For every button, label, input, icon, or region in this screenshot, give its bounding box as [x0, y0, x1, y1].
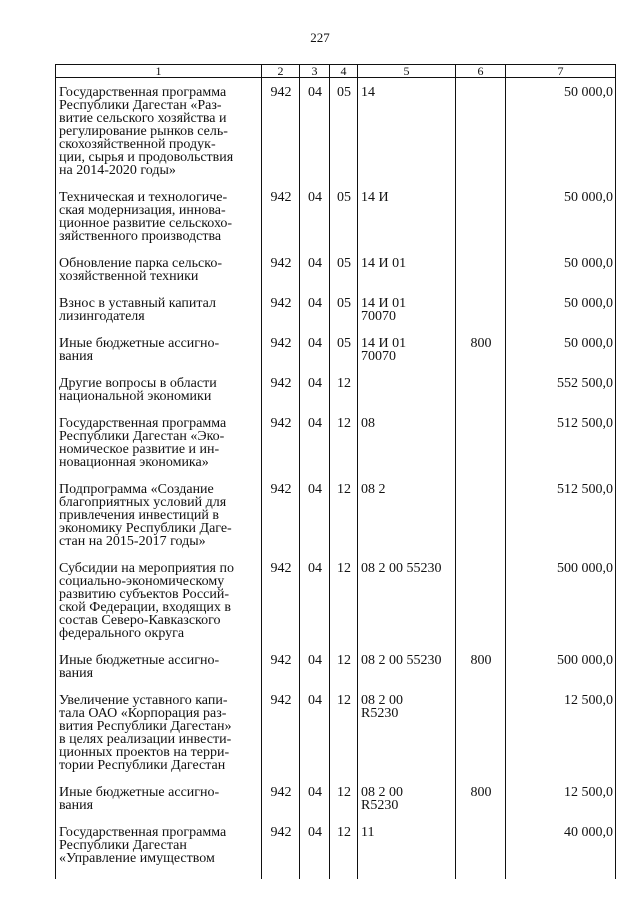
- row-name-text: Иные бюджетные ассигно- вания: [59, 336, 220, 364]
- row-code-2: 942: [262, 654, 300, 694]
- row-name: [56, 297, 262, 337]
- table-row: [56, 257, 616, 297]
- row-amount: 552 500,0: [506, 377, 616, 417]
- table-row: [56, 786, 616, 826]
- row-name: [56, 191, 262, 257]
- row-code-2: 942: [262, 191, 300, 257]
- row-code-3: 04: [300, 191, 330, 257]
- row-amount: 50 000,0: [506, 78, 616, 192]
- row-name: [56, 786, 262, 826]
- table-row: [56, 483, 616, 562]
- row-code-3: 04: [300, 654, 330, 694]
- row-name-text: Подпрограмма «Создание благоприятных условий для привлечения инвестиций в экономику Республики Даге- стан на 2015-2017 годы»: [59, 482, 232, 549]
- row-name: [56, 377, 262, 417]
- row-code-4: 05: [330, 191, 358, 257]
- row-amount: 500 000,0: [506, 654, 616, 694]
- row-code-6: 800: [456, 337, 506, 377]
- row-code-5: [358, 377, 456, 417]
- row-code-2: 942: [262, 78, 300, 192]
- budget-table: [55, 64, 616, 879]
- row-amount: 12 500,0: [506, 694, 616, 786]
- header-col-3: 3: [300, 65, 330, 78]
- row-amount: 50 000,0: [506, 191, 616, 257]
- row-code-6: [456, 257, 506, 297]
- row-name: [56, 257, 262, 297]
- row-amount: 500 000,0: [506, 562, 616, 654]
- row-code-5: 08: [358, 417, 456, 483]
- row-code-6: [456, 78, 506, 192]
- row-code-2: 942: [262, 377, 300, 417]
- row-code-2: 942: [262, 826, 300, 879]
- row-code-5: 08 2 00 R5230: [358, 694, 456, 786]
- row-code-5: 08 2 00 55230: [358, 654, 456, 694]
- row-code-3: 04: [300, 78, 330, 192]
- row-code-5: 08 2 00 55230: [358, 562, 456, 654]
- row-code-3: 04: [300, 786, 330, 826]
- table-row: [56, 826, 616, 879]
- row-code-5: 11: [358, 826, 456, 879]
- row-code-4: 12: [330, 826, 358, 879]
- table-row: [56, 78, 616, 192]
- row-code-3: 04: [300, 562, 330, 654]
- header-col-7: 7: [506, 65, 616, 78]
- row-code-2: 942: [262, 694, 300, 786]
- row-code-4: 05: [330, 78, 358, 192]
- row-code-2: 942: [262, 786, 300, 826]
- row-name-text: Иные бюджетные ассигно- вания: [59, 653, 220, 681]
- row-amount: 50 000,0: [506, 337, 616, 377]
- row-code-4: 05: [330, 297, 358, 337]
- row-code-2: 942: [262, 417, 300, 483]
- row-name: [56, 654, 262, 694]
- table-row: [56, 654, 616, 694]
- row-code-6: [456, 297, 506, 337]
- row-code-4: 05: [330, 337, 358, 377]
- row-code-4: 05: [330, 257, 358, 297]
- row-code-6: [456, 377, 506, 417]
- row-code-3: 04: [300, 297, 330, 337]
- row-code-4: 12: [330, 417, 358, 483]
- row-code-4: 12: [330, 562, 358, 654]
- row-amount: 50 000,0: [506, 297, 616, 337]
- header-col-6: 6: [456, 65, 506, 78]
- row-code-6: 800: [456, 654, 506, 694]
- row-name: [56, 78, 262, 192]
- row-code-3: 04: [300, 417, 330, 483]
- row-code-4: 12: [330, 377, 358, 417]
- row-code-3: 04: [300, 257, 330, 297]
- row-name-text: Взнос в уставный капитал лизингодателя: [59, 296, 216, 324]
- table-row: [56, 417, 616, 483]
- row-code-4: 12: [330, 654, 358, 694]
- row-name-text: Государственная программа Республики Дагестан «Эко- номическое развитие и ин- новационная экономика»: [59, 416, 227, 470]
- row-name-text: Увеличение уставного капи- тала ОАО «Корпорация раз- вития Республики Дагестан» в целях реализации инвести- ционных проектов на терри- тории Республики Дагестан: [59, 693, 232, 773]
- row-code-2: 942: [262, 483, 300, 562]
- row-code-2: 942: [262, 337, 300, 377]
- row-code-6: [456, 191, 506, 257]
- row-code-5: 14 И 01 70070: [358, 297, 456, 337]
- row-code-3: 04: [300, 483, 330, 562]
- row-code-3: 04: [300, 377, 330, 417]
- row-name: [56, 483, 262, 562]
- row-name-text: Государственная программа Республики Дагестан «Раз- витие сельского хозяйства и регулирование рынков сель- скохозяйственной продук- ции, сырья и продовольствия на 2014-2020 годы»: [59, 85, 234, 178]
- row-code-5: 14 И: [358, 191, 456, 257]
- row-code-3: 04: [300, 694, 330, 786]
- header-row: [56, 65, 616, 78]
- table-row: [56, 191, 616, 257]
- header-col-5: 5: [358, 65, 456, 78]
- header-col-4: 4: [330, 65, 358, 78]
- row-name-text: Субсидии на мероприятия по социально-экономическому развитию субъектов Россий- ской Федерации, входящих в состав Северо-Кавказского федерального округа: [59, 561, 234, 641]
- row-name-text: Иные бюджетные ассигно- вания: [59, 785, 220, 813]
- row-name-text: Государственная программа Республики Дагестан «Управление имуществом: [59, 825, 227, 866]
- row-name: [56, 694, 262, 786]
- row-code-5: 14 И 01: [358, 257, 456, 297]
- row-code-6: [456, 562, 506, 654]
- table-row: [56, 562, 616, 654]
- header-col-1: 1: [56, 65, 262, 78]
- row-name: [56, 562, 262, 654]
- row-code-4: 12: [330, 483, 358, 562]
- page-number: 227: [310, 30, 330, 45]
- row-code-3: 04: [300, 826, 330, 879]
- row-code-6: [456, 483, 506, 562]
- row-code-5: 14 И 01 70070: [358, 337, 456, 377]
- row-name: [56, 417, 262, 483]
- row-code-5: 14: [358, 78, 456, 192]
- table-row: [56, 694, 616, 786]
- row-code-2: 942: [262, 297, 300, 337]
- row-name-text: Техническая и технологиче- ская модернизация, иннова- ционное развитие сельскохо- зяйственного производства: [59, 190, 233, 244]
- row-code-5: 08 2 00 R5230: [358, 786, 456, 826]
- row-amount: 512 500,0: [506, 483, 616, 562]
- row-name: [56, 826, 262, 879]
- row-amount: 50 000,0: [506, 257, 616, 297]
- row-code-4: 12: [330, 694, 358, 786]
- row-name-text: Другие вопросы в области национальной экономики: [59, 376, 217, 404]
- row-amount: 512 500,0: [506, 417, 616, 483]
- row-code-6: [456, 694, 506, 786]
- row-code-2: 942: [262, 257, 300, 297]
- row-code-6: [456, 417, 506, 483]
- row-code-4: 12: [330, 786, 358, 826]
- row-amount: 12 500,0: [506, 786, 616, 826]
- header-col-2: 2: [262, 65, 300, 78]
- row-code-5: 08 2: [358, 483, 456, 562]
- row-code-2: 942: [262, 562, 300, 654]
- row-code-3: 04: [300, 337, 330, 377]
- table-row: [56, 297, 616, 337]
- row-code-6: 800: [456, 786, 506, 826]
- row-name: [56, 337, 262, 377]
- row-amount: 40 000,0: [506, 826, 616, 879]
- row-code-6: [456, 826, 506, 879]
- table-row: [56, 337, 616, 377]
- row-name-text: Обновление парка сельско- хозяйственной техники: [59, 256, 222, 284]
- table-row: [56, 377, 616, 417]
